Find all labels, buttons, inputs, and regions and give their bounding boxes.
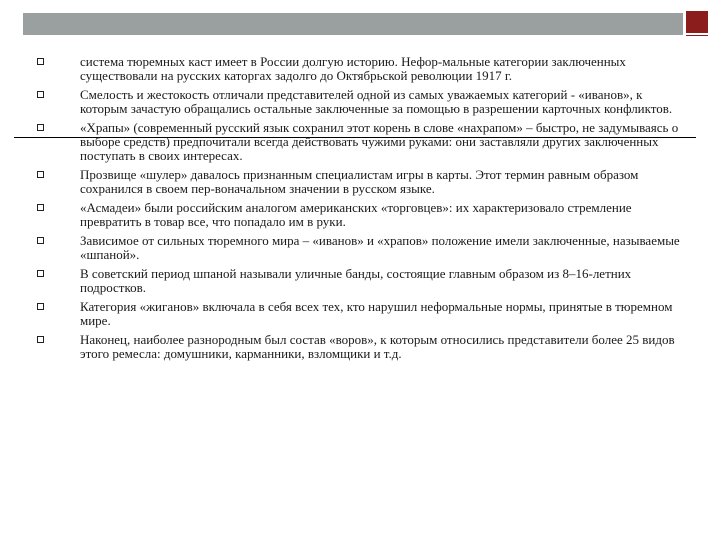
list-item-text: Смелость и жестокость отличали представителей одной из самых уважаемых категорий - «иванов», к которым зачастую обращались остальные заключенные за помощью в разрешении карточных конфликтов.: [80, 87, 673, 116]
accent-block: [686, 11, 708, 33]
hollow-square-icon: [37, 237, 44, 244]
title-bar: [23, 11, 683, 37]
list-item-text: Прозвище «шулер» давалось признанным специалистам игры в карты. Этот термин равным образом сохранился в своем пер-воначальном значении в русском языке.: [80, 167, 639, 196]
list-item: [37, 201, 697, 229]
list-item-text: Зависимое от сильных тюремного мира – «иванов» и «храпов» положение имели заключенные, называемые «шпаной».: [80, 233, 680, 262]
list-item-text: «Асмадеи» были российским аналогом американских «торговцев»: их характеризовало стремление превратить в товар все, что попадало им в руки.: [80, 200, 632, 229]
accent-line: [686, 35, 708, 36]
list-item: [37, 300, 697, 328]
hollow-square-icon: [37, 270, 44, 277]
hollow-square-icon: [37, 171, 44, 178]
hollow-square-icon: [37, 58, 44, 65]
hollow-square-icon: [37, 91, 44, 98]
hollow-square-icon: [37, 204, 44, 211]
list-item: [37, 168, 697, 196]
list-item: [37, 333, 697, 361]
list-item-text: система тюремных каст имеет в России долгую историю. Нефор-мальные категории заключенных существовали на русских каторгах задолго до Октябрьской революции 1917 г.: [80, 54, 626, 83]
hollow-square-icon: [37, 303, 44, 310]
list-item-text: В советский период шпаной называли уличные банды, состоящие главным образом из 8–16-летних подростков.: [80, 266, 632, 295]
list-item-text: Наконец, наиболее разнородным был состав «воров», к которым относились представители более 25 видов этого ремесла: домушники, карманники, взломщики и т.д.: [80, 332, 675, 361]
hollow-square-icon: [37, 336, 44, 343]
list-item: [37, 55, 697, 83]
list-item: [37, 88, 697, 116]
list-item: [37, 267, 697, 295]
list-item: [37, 121, 697, 163]
list-item: [37, 234, 697, 262]
bullet-list: [37, 55, 697, 366]
hollow-square-icon: [37, 124, 44, 131]
list-item-text: «Храпы» (современный русский язык сохранил этот корень в слове «нахрапом» – быстро, не задумываясь о выборе средств) предпочитали всегда действовать чужими руками: они заставляли других заключенных поступать в своих интересах.: [80, 120, 679, 163]
list-item-text: Категория «жиганов» включала в себя всех тех, кто нарушил неформальные нормы, принятые в тюремном мире.: [80, 299, 673, 328]
